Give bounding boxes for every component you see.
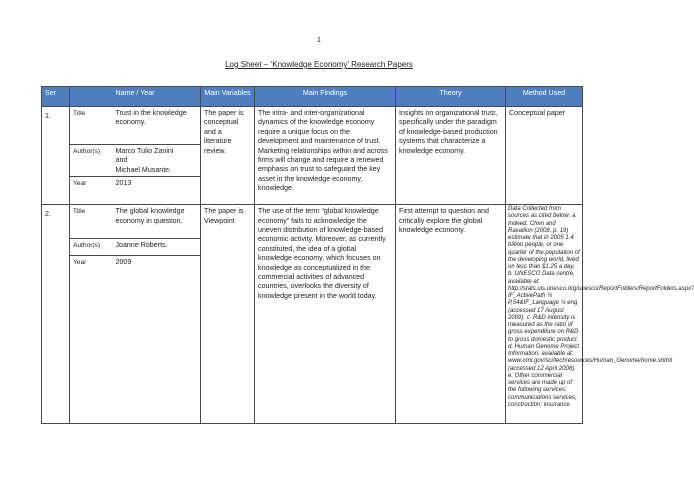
paper-authors [113,145,201,177]
header-ser: Ser [42,87,70,107]
authors-label: Author(s) [70,145,113,177]
table-row [42,205,583,239]
main-variables: The paper is Viewpoint [201,205,255,424]
main-findings: The intra- and inter-organizational dynamics of the knowledge economy require a unique focus on the development and maintenance of trust. Marketing relationships within and across firms will change and require a renewed emphasis on trust to safeguard the key asset in the knowledge economy, knowledge. [255,107,396,205]
author-line: Marco Tulio Zanini [115,147,174,155]
main-variables: The paper is conceptual and a literature review. [201,107,255,205]
table-row [42,107,583,145]
document-title: Log Sheet – ‘Knowledge Economy’ Research Papers [225,60,413,69]
header-main-variables: Main Variables [201,87,255,107]
paper-year: 2009 [113,256,201,424]
paper-authors: Joanne Roberts. [113,239,201,256]
header-main-findings: Main Findings [255,87,396,107]
main-findings: The use of the term “global knowledge economy” fails to acknowledge the uneven distribution of knowledge-based economic activity. Moreover, as currently constituted, the idea of a global knowledge economy, which focuses on knowledge as conceptualized in the commercial activities of advanced countries, overlooks the diversity of knowledge present in the world today. [255,205,396,424]
page-number: 1 [316,35,322,44]
paper-title: Trust in the knowledge economy. [113,107,201,145]
method-used: Data Collected from sources as cited below: a. Indeed, Chen and Ravallion (2008, p. 19) estimate that in 2005 1.4 billion people, or one quarter of the population of the developing world, lived on less than $1.25 a day. b. UNESCO Data centre, available at: http://stats.uis.unesco.org/unesco/ReportFolders/ReportFolders.aspx?IF_ActivePath ¼ P,54&IF_Language ¼ eng (accessed 17 August 2009). c. R&D intensity is measured as the ratio of gross expenditure on R&D to gross domestic product. d. Human Genome Project Information, available at: www.ornl.gov/sci/techresources/Human_Genome/home.shtml (accessed 12 April 2008). e. Other commercial services are made up of the following services: communications services; construction; insurance [506,205,583,424]
theory: First attempt to question and critically explore the global knowledge economy. [396,205,506,424]
year-label: Year [70,177,113,205]
row-serial: 1. [42,107,70,205]
row-serial: 2. [42,205,70,424]
paper-title: The global knowledge economy in question. [113,205,201,239]
table-header-row [42,87,583,107]
log-sheet-table [41,86,694,424]
method-used: Conceptual paper [506,107,583,205]
paper-year: 2013 [113,177,201,205]
title-label: Title [70,205,113,239]
header-method-used: Method Used [506,87,583,107]
author-line: Michael Musante. [115,165,172,174]
title-label: Title [70,107,113,145]
header-theory: Theory [396,87,506,107]
theory: Insights on organizational trust, specifically under the paradigm of knowledge-based production systems that characterize a knowledge economy. [396,107,506,205]
authors-label: Author(s) [70,239,113,256]
header-name-year: Name / Year [70,87,201,107]
author-line: and [115,156,128,165]
year-label: Year [70,256,113,424]
